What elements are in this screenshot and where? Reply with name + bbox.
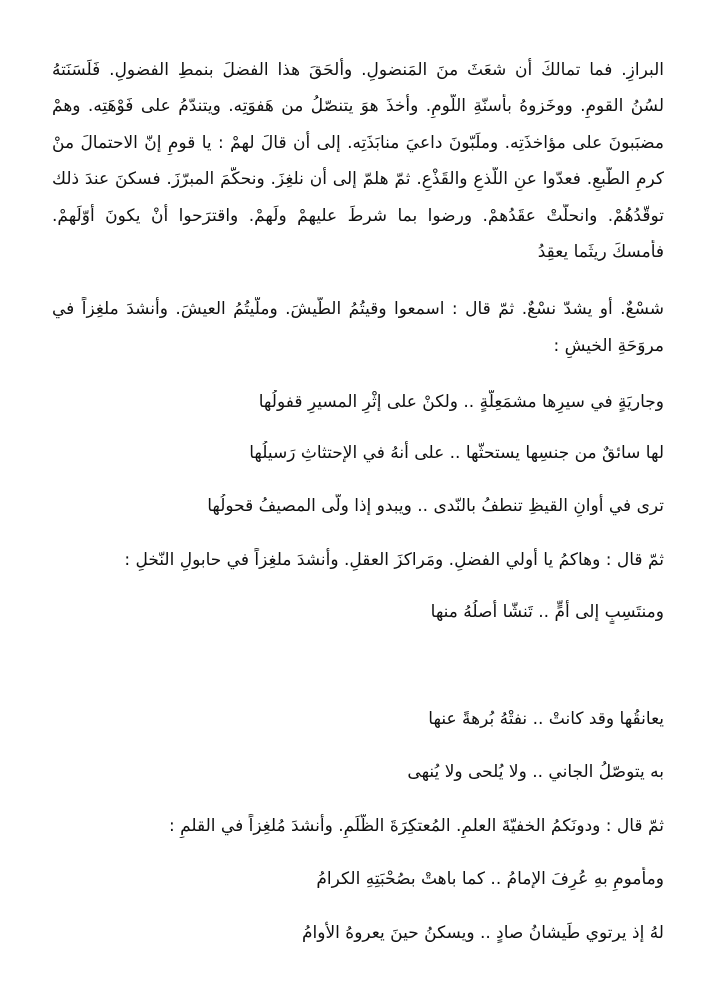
intro-3-line: ثمّ قال : ودونَكمُ الخفيّةَ العلمِ. المُعتكِرَةَ الظُّلَمِ. وأنشدَ مُلغِزاً في القلمِ : (168, 816, 664, 836)
paragraph-2-line-1: شسْعٌ. أو يشدّ نسْعٌ. ثمّ قال : اسمعوا وقيتُمُ الطّيشَ. وملّيتُمُ العيشَ. وأنشدَ ملغِزاً في (52, 299, 664, 319)
paragraph-1-line-4: كرمِ الطّبعِ. فعدّوا عنِ اللّذعِ والقَذْعِ. ثمّ هلمّ إلى أن نلغِزَ. ونحكّمَ المبرّزَ. فسكنَ عندَ ذلك (52, 169, 664, 189)
paragraph-1-line-2: لسُنُ القومِ. ووخَزوهُ بأسنّةِ اللّومِ. وأخذَ هوَ يتنصّلُ من هَفوَتِه. ويتندّمُ على فَوْهَتِه. وهمْ (52, 96, 664, 116)
verse-2-line-3: به يتوصّلُ الجاني .. ولا يُلحى ولا يُنهى (407, 762, 664, 782)
verse-1-line-2: لها سائقٌ من جنسِها يستحثّها .. على أنهُ في الإحتثاثِ رَسيلُها (249, 443, 664, 463)
verse-3-line-1: ومأمومٍ بهِ عُرِفَ الإمامُ .. كما باهتْ بصُحْبَتِهِ الكرامُ (316, 869, 664, 889)
intro-2-line: ثمّ قال : وهاكمُ يا أولي الفضلِ. ومَراكزَ العقلِ. وأنشدَ ملغِزاً في حابولِ النّخلِ : (124, 550, 664, 570)
verse-1-line-3: ترى في أوانِ القيظِ تنطفُ بالنّدى .. ويبدو إذا ولّى المصيفُ قحولُها (207, 496, 664, 516)
paragraph-1-line-6: فأمسكَ ريثَما يعقِدُ (537, 242, 664, 262)
paragraph-1-line-3: مضبَبونَ على مؤاخذَتِه. وملَبّونَ داعيَ منابَذَتِه. إلى أن قالَ لهمْ : يا قومِ إنّ الاحتمالَ منْ (52, 133, 664, 153)
paragraph-1-line-5: توقّدُهُمْ. وانحلّتْ عقَدُهمْ. ورضوا بما شرطَ عليهمْ ولَهمْ. واقترَحوا أنْ يكونَ أوّلَهمْ. (52, 206, 664, 226)
verse-2-line-2: يعانقُها وقد كانتْ .. نفتْهُ بُرهةً عنها (428, 709, 664, 729)
paragraph-2-line-2: مروَحَةِ الخيشِ : (553, 336, 664, 356)
verse-3-line-2: لهُ إذ يرتوي طَيشانُ صادٍ .. ويسكنُ حينَ يعروهُ الأوامُ (302, 923, 664, 943)
verse-1-line-1: وجاريَةٍ في سيرِها مشمَعِلّةٍ .. ولكنْ على إثْرِ المسيرِ قفولُها (258, 392, 664, 412)
paragraph-1-line-1: البرازِ. فما تمالكَ أن شعَثَ منَ المَنضولِ. وألحَقَ هذا الفضلَ بنمطِ الفضولِ. فَلَسَنَتهُ (52, 60, 664, 80)
verse-2-line-1: ومنتَسِبٍ إلى أمٍّ .. تَنشّا أصلُهُ منها (430, 602, 664, 622)
